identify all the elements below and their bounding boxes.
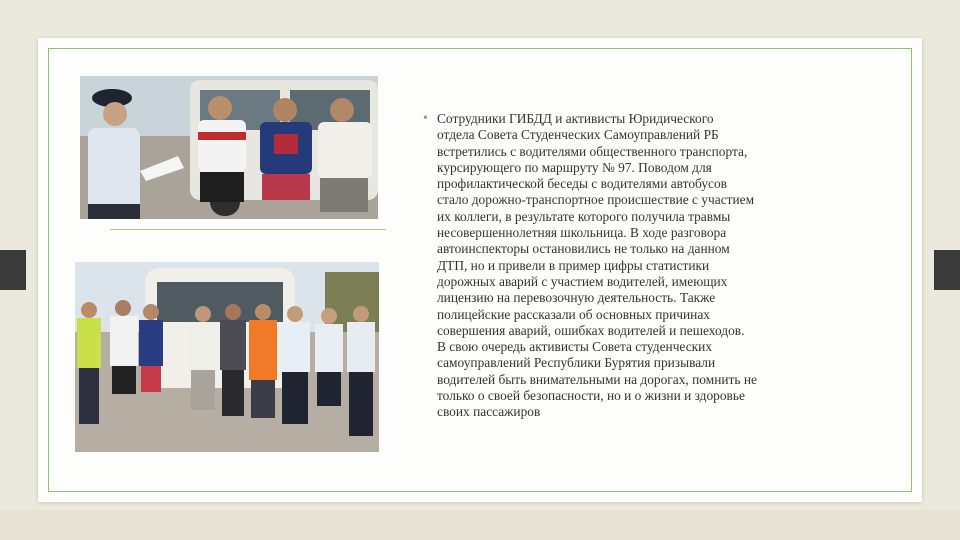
text-line: Сотрудники ГИБДД и активисты Юридического	[437, 111, 714, 126]
photo-officer-with-young-men	[80, 76, 378, 219]
slide-body-text	[423, 111, 867, 421]
text-line: В свою очередь активисты Совета студенческих	[437, 339, 713, 355]
background-bottom-strip	[0, 510, 960, 540]
text-line: самоуправлений Республики Бурятия призывали	[437, 355, 716, 371]
text-line: встретились с водителями общественного транспорта,	[437, 143, 748, 159]
text-line: профилактической беседы с водителями автобусов	[437, 176, 728, 192]
right-edge-accent	[934, 250, 960, 290]
text-line: дорожных аварий с участием водителей, имеющих	[437, 273, 728, 289]
text-line: полицейские рассказали об основных причинах	[437, 306, 710, 322]
text-line: отдела Совета Студенческих Самоуправлений РБ	[437, 127, 719, 143]
text-line: автоинспекторы остановились не только на данном	[437, 241, 730, 257]
left-edge-accent	[0, 250, 26, 290]
text-line: совершения аварий, ошибках водителей и пешеходов.	[437, 322, 745, 338]
text-line: только о своей безопасности, но и о жизни и здоровье	[437, 388, 745, 404]
text-line: их коллеги, в результате которого получила травмы	[437, 208, 731, 224]
photo-group-with-bus	[75, 262, 379, 452]
text-line: своих пассажиров	[437, 404, 541, 420]
text-line: курсирующего по маршруту № 97. Поводом для	[437, 159, 712, 175]
text-line: ДТП, но и привели в пример цифры статистики	[437, 257, 710, 273]
bullet-marker: •	[423, 111, 428, 126]
photo-divider-line	[110, 229, 386, 230]
text-line: лицензию на перевозочную деятельность. Также	[437, 290, 716, 306]
text-line: несовершеннолетняя школьница. В ходе разговора	[437, 225, 727, 241]
text-line: стало дорожно-транспортное происшествие с участием	[437, 192, 755, 208]
text-line: водителей быть внимательными на дорогах, помнить не	[437, 371, 757, 387]
